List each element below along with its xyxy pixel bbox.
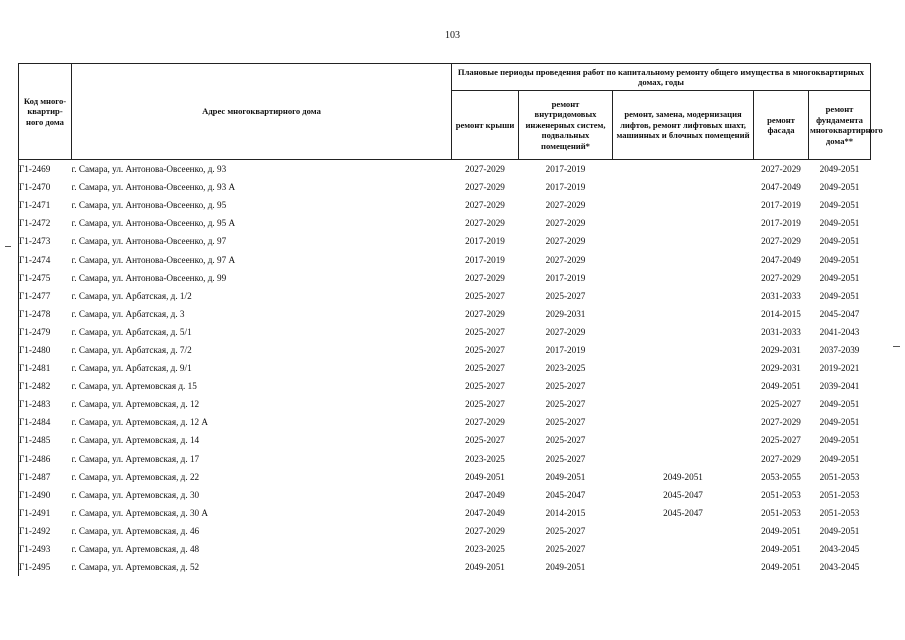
table-header <box>19 64 883 160</box>
cell-roof: 2047-2049 <box>465 489 505 500</box>
cell-facade: 2027-2029 <box>761 453 801 464</box>
cell-address: г. Самара, ул. Антонова-Овсеенко, д. 97 <box>71 236 227 247</box>
cell-foundation: 2049-2051 <box>819 399 860 410</box>
cell-address: г. Самара, ул. Артемовская, д. 22 <box>71 471 200 482</box>
cell-code: Г1-2482 <box>19 377 72 395</box>
cell-foundation: 2049-2051 <box>819 453 860 464</box>
cell-code: Г1-2473 <box>19 232 72 250</box>
header-foundation: ремонт фундамента многоквартирного дома** <box>809 91 871 160</box>
table-row <box>19 522 871 540</box>
scan-mark-right <box>893 346 900 347</box>
cell-foundation: 2049-2051 <box>819 435 860 446</box>
table-row <box>19 305 871 323</box>
cell-facade: 2027-2029 <box>761 417 801 428</box>
cell-engineering: 2025-2027 <box>545 435 586 446</box>
table-row <box>19 558 871 576</box>
cell-elevators: 2045-2047 <box>663 507 703 518</box>
cell-foundation: 2019-2021 <box>819 363 860 374</box>
cell-foundation: 2049-2051 <box>819 182 860 193</box>
cell-facade: 2031-2033 <box>761 290 801 301</box>
cell-engineering: 2027-2029 <box>545 218 586 229</box>
cell-roof: 2027-2029 <box>465 218 505 229</box>
cell-elevators <box>613 269 754 287</box>
cell-engineering: 2049-2051 <box>545 562 586 573</box>
cell-elevators <box>613 395 754 413</box>
cell-elevators: 2049-2051 <box>663 471 703 482</box>
cell-roof: 2017-2019 <box>465 236 505 247</box>
cell-foundation: 2043-2045 <box>819 544 860 555</box>
cell-code: Г1-2490 <box>19 486 72 504</box>
cell-address: г. Самара, ул. Арбатская, д. 3 <box>71 308 185 319</box>
table-row <box>19 287 871 305</box>
cell-address: г. Самара, ул. Артемовская, д. 30 А <box>71 507 209 518</box>
cell-foundation: 2051-2053 <box>819 507 860 518</box>
cell-address: г. Самара, ул. Антонова-Овсеенко, д. 97 А <box>71 254 236 265</box>
cell-code: Г1-2479 <box>19 323 72 341</box>
table-row <box>19 160 871 179</box>
cell-roof: 2027-2029 <box>465 417 505 428</box>
cell-address: г. Самара, ул. Арбатская, д. 5/1 <box>71 326 192 337</box>
table-row <box>19 341 871 359</box>
table-row <box>19 232 871 250</box>
cell-engineering: 2025-2027 <box>545 525 586 536</box>
cell-roof: 2025-2027 <box>465 435 505 446</box>
cell-code: Г1-2480 <box>19 341 72 359</box>
header-address: Адрес многоквартирного дома <box>72 64 452 160</box>
cell-code: Г1-2478 <box>19 305 72 323</box>
cell-elevators <box>613 196 754 214</box>
table-row <box>19 250 871 268</box>
cell-roof: 2027-2029 <box>465 200 505 211</box>
table-row <box>19 196 871 214</box>
header-periods-group: Плановые периоды проведения работ по капитальному ремонту общего имущества в многоквартирных домах, годы <box>452 64 871 91</box>
cell-engineering: 2025-2027 <box>545 290 586 301</box>
header-engineering: ремонт внутридомовых инженерных систем, подвальных помещений* <box>519 91 613 160</box>
cell-address: г. Самара, ул. Антонова-Овсеенко, д. 93 <box>72 160 452 179</box>
cell-engineering: 2017-2019 <box>545 272 586 283</box>
cell-roof: 2027-2029 <box>465 525 505 536</box>
cell-address: г. Самара, ул. Артемовская, д. 17 <box>71 453 200 464</box>
cell-roof: 2027-2029 <box>452 160 519 179</box>
cell-foundation: 2049-2051 <box>819 417 860 428</box>
table-row <box>19 323 871 341</box>
table-row <box>19 450 871 468</box>
cell-code: Г1-2483 <box>19 395 72 413</box>
header-elevators: ремонт, замена, модернизация лифтов, ремонт лифтовых шахт, машинных и блочных помещений <box>613 91 754 160</box>
cell-engineering: 2045-2047 <box>545 489 586 500</box>
cell-code: Г1-2491 <box>19 504 72 522</box>
cell-engineering: 2025-2027 <box>545 544 586 555</box>
cell-address: г. Самара, ул. Антонова-Овсеенко, д. 95 <box>71 200 227 211</box>
cell-roof: 2049-2051 <box>465 471 505 482</box>
cell-address: г. Самара, ул. Артемовская, д. 30 <box>71 489 200 500</box>
cell-elevators <box>613 214 754 232</box>
cell-facade: 2049-2051 <box>761 525 801 536</box>
cell-address: г. Самара, ул. Арбатская, д. 7/2 <box>71 344 192 355</box>
cell-engineering: 2027-2029 <box>545 200 586 211</box>
cell-roof: 2023-2025 <box>465 544 505 555</box>
cell-address: г. Самара, ул. Артемовская, д. 46 <box>71 525 200 536</box>
cell-facade: 2029-2031 <box>761 363 801 374</box>
cell-engineering: 2023-2025 <box>545 363 586 374</box>
cell-foundation: 2049-2051 <box>819 525 860 536</box>
table-body <box>19 160 871 577</box>
cell-roof: 2027-2029 <box>465 182 505 193</box>
cell-roof: 2047-2049 <box>465 507 505 518</box>
cell-code: Г1-2493 <box>19 540 72 558</box>
cell-code: Г1-2492 <box>19 522 72 540</box>
page-number: 103 <box>445 30 460 41</box>
cell-facade: 2027-2029 <box>761 272 801 283</box>
cell-foundation: 2037-2039 <box>819 344 860 355</box>
table-row <box>19 178 871 196</box>
table-row <box>19 269 871 287</box>
cell-elevators <box>613 232 754 250</box>
cell-roof: 2025-2027 <box>465 326 505 337</box>
cell-foundation: 2051-2053 <box>819 471 860 482</box>
cell-facade: 2049-2051 <box>761 381 801 392</box>
cell-elevators <box>613 160 754 179</box>
cell-foundation: 2041-2043 <box>819 326 860 337</box>
cell-address: г. Самара, ул. Антонова-Овсеенко, д. 95 А <box>71 218 236 229</box>
cell-roof: 2025-2027 <box>465 381 505 392</box>
cell-facade: 2049-2051 <box>761 562 801 573</box>
cell-elevators <box>613 558 754 576</box>
cell-foundation: 2049-2051 <box>819 290 860 301</box>
table-row <box>19 540 871 558</box>
cell-foundation: 2049-2051 <box>819 254 860 265</box>
cell-engineering: 2014-2015 <box>545 507 586 518</box>
cell-foundation: 2043-2045 <box>819 562 860 573</box>
cell-facade: 2053-2055 <box>761 471 801 482</box>
cell-facade: 2014-2015 <box>761 308 801 319</box>
header-facade: ремонт фасада <box>754 91 809 160</box>
cell-roof: 2025-2027 <box>465 399 505 410</box>
cell-engineering: 2027-2029 <box>545 254 586 265</box>
cell-address: г. Самара, ул. Арбатская, д. 1/2 <box>71 290 192 301</box>
cell-roof: 2049-2051 <box>465 562 505 573</box>
cell-code: Г1-2484 <box>19 413 72 431</box>
cell-elevators: 2045-2047 <box>663 489 703 500</box>
header-roof: ремонт крыши <box>452 91 519 160</box>
cell-foundation: 2045-2047 <box>819 308 860 319</box>
cell-elevators <box>613 178 754 196</box>
cell-elevators <box>613 305 754 323</box>
cell-code: Г1-2474 <box>19 250 72 268</box>
cell-engineering: 2025-2027 <box>545 399 586 410</box>
cell-elevators <box>613 377 754 395</box>
cell-facade: 2027-2029 <box>754 160 809 179</box>
cell-engineering: 2017-2019 <box>519 160 613 179</box>
cell-facade: 2051-2053 <box>761 507 801 518</box>
cell-facade: 2027-2029 <box>761 236 801 247</box>
cell-elevators <box>613 431 754 449</box>
cell-foundation: 2039-2041 <box>819 381 860 392</box>
cell-facade: 2051-2053 <box>761 489 801 500</box>
cell-code: Г1-2472 <box>19 214 72 232</box>
cell-engineering: 2025-2027 <box>545 381 586 392</box>
cell-code: Г1-2470 <box>19 178 72 196</box>
cell-engineering: 2029-2031 <box>545 308 586 319</box>
cell-facade: 2047-2049 <box>761 182 801 193</box>
cell-elevators <box>613 250 754 268</box>
table-row <box>19 413 871 431</box>
cell-code: Г1-2485 <box>19 431 72 449</box>
cell-foundation: 2049-2051 <box>809 160 871 179</box>
cell-code: Г1-2495 <box>19 558 72 576</box>
cell-address: г. Самара, ул. Антонова-Овсеенко, д. 93 А <box>71 182 236 193</box>
cell-engineering: 2025-2027 <box>545 453 586 464</box>
cell-foundation: 2049-2051 <box>819 272 860 283</box>
cell-elevators <box>613 287 754 305</box>
cell-code: Г1-2486 <box>19 450 72 468</box>
cell-facade: 2031-2033 <box>761 326 801 337</box>
cell-elevators <box>613 359 754 377</box>
cell-engineering: 2027-2029 <box>545 236 586 247</box>
cell-code: Г1-2475 <box>19 269 72 287</box>
table-row <box>19 504 871 522</box>
cell-roof: 2027-2029 <box>465 308 505 319</box>
cell-elevators <box>613 323 754 341</box>
cell-engineering: 2017-2019 <box>545 344 586 355</box>
cell-roof: 2025-2027 <box>465 344 505 355</box>
cell-facade: 2049-2051 <box>761 544 801 555</box>
cell-elevators <box>613 540 754 558</box>
cell-facade: 2047-2049 <box>761 254 801 265</box>
cell-facade: 2017-2019 <box>761 200 801 211</box>
cell-roof: 2023-2025 <box>465 453 505 464</box>
cell-address: г. Самара, ул. Антонова-Овсеенко, д. 99 <box>71 272 227 283</box>
capital-repair-table <box>18 63 883 576</box>
table-row <box>19 431 871 449</box>
table-row <box>19 359 871 377</box>
cell-elevators <box>613 522 754 540</box>
cell-foundation: 2049-2051 <box>819 200 860 211</box>
cell-address: г. Самара, ул. Артемовская, д. 52 <box>71 562 200 573</box>
cell-address: г. Самара, ул. Артемовская д. 15 <box>71 381 197 392</box>
cell-elevators <box>613 341 754 359</box>
cell-address: г. Самара, ул. Артемовская, д. 14 <box>71 435 200 446</box>
cell-facade: 2029-2031 <box>761 344 801 355</box>
cell-engineering: 2027-2029 <box>545 326 586 337</box>
cell-engineering: 2017-2019 <box>545 182 586 193</box>
cell-roof: 2017-2019 <box>465 254 505 265</box>
cell-engineering: 2049-2051 <box>545 471 586 482</box>
table-row <box>19 214 871 232</box>
table-row <box>19 486 871 504</box>
cell-code: Г1-2469 <box>19 160 72 179</box>
table-row <box>19 395 871 413</box>
cell-code: Г1-2471 <box>19 196 72 214</box>
cell-foundation: 2049-2051 <box>819 236 860 247</box>
cell-address: г. Самара, ул. Арбатская, д. 9/1 <box>71 363 192 374</box>
cell-code: Г1-2481 <box>19 359 72 377</box>
cell-address: г. Самара, ул. Артемовская, д. 12 <box>71 399 200 410</box>
cell-facade: 2025-2027 <box>761 435 801 446</box>
header-code: Код много-квартир-ного дома <box>19 64 72 160</box>
cell-elevators <box>613 450 754 468</box>
cell-engineering: 2025-2027 <box>545 417 586 428</box>
cell-facade: 2025-2027 <box>761 399 801 410</box>
cell-foundation: 2049-2051 <box>819 218 860 229</box>
cell-roof: 2025-2027 <box>465 363 505 374</box>
cell-roof: 2025-2027 <box>465 290 505 301</box>
cell-address: г. Самара, ул. Артемовская, д. 48 <box>71 544 200 555</box>
cell-elevators <box>613 413 754 431</box>
table-row <box>19 468 871 486</box>
cell-code: Г1-2477 <box>19 287 72 305</box>
cell-facade: 2017-2019 <box>761 218 801 229</box>
cell-address: г. Самара, ул. Артемовская, д. 12 А <box>71 417 209 428</box>
cell-code: Г1-2487 <box>19 468 72 486</box>
cell-roof: 2027-2029 <box>465 272 505 283</box>
scan-mark-left <box>5 246 11 247</box>
cell-foundation: 2051-2053 <box>819 489 860 500</box>
table-row <box>19 377 871 395</box>
